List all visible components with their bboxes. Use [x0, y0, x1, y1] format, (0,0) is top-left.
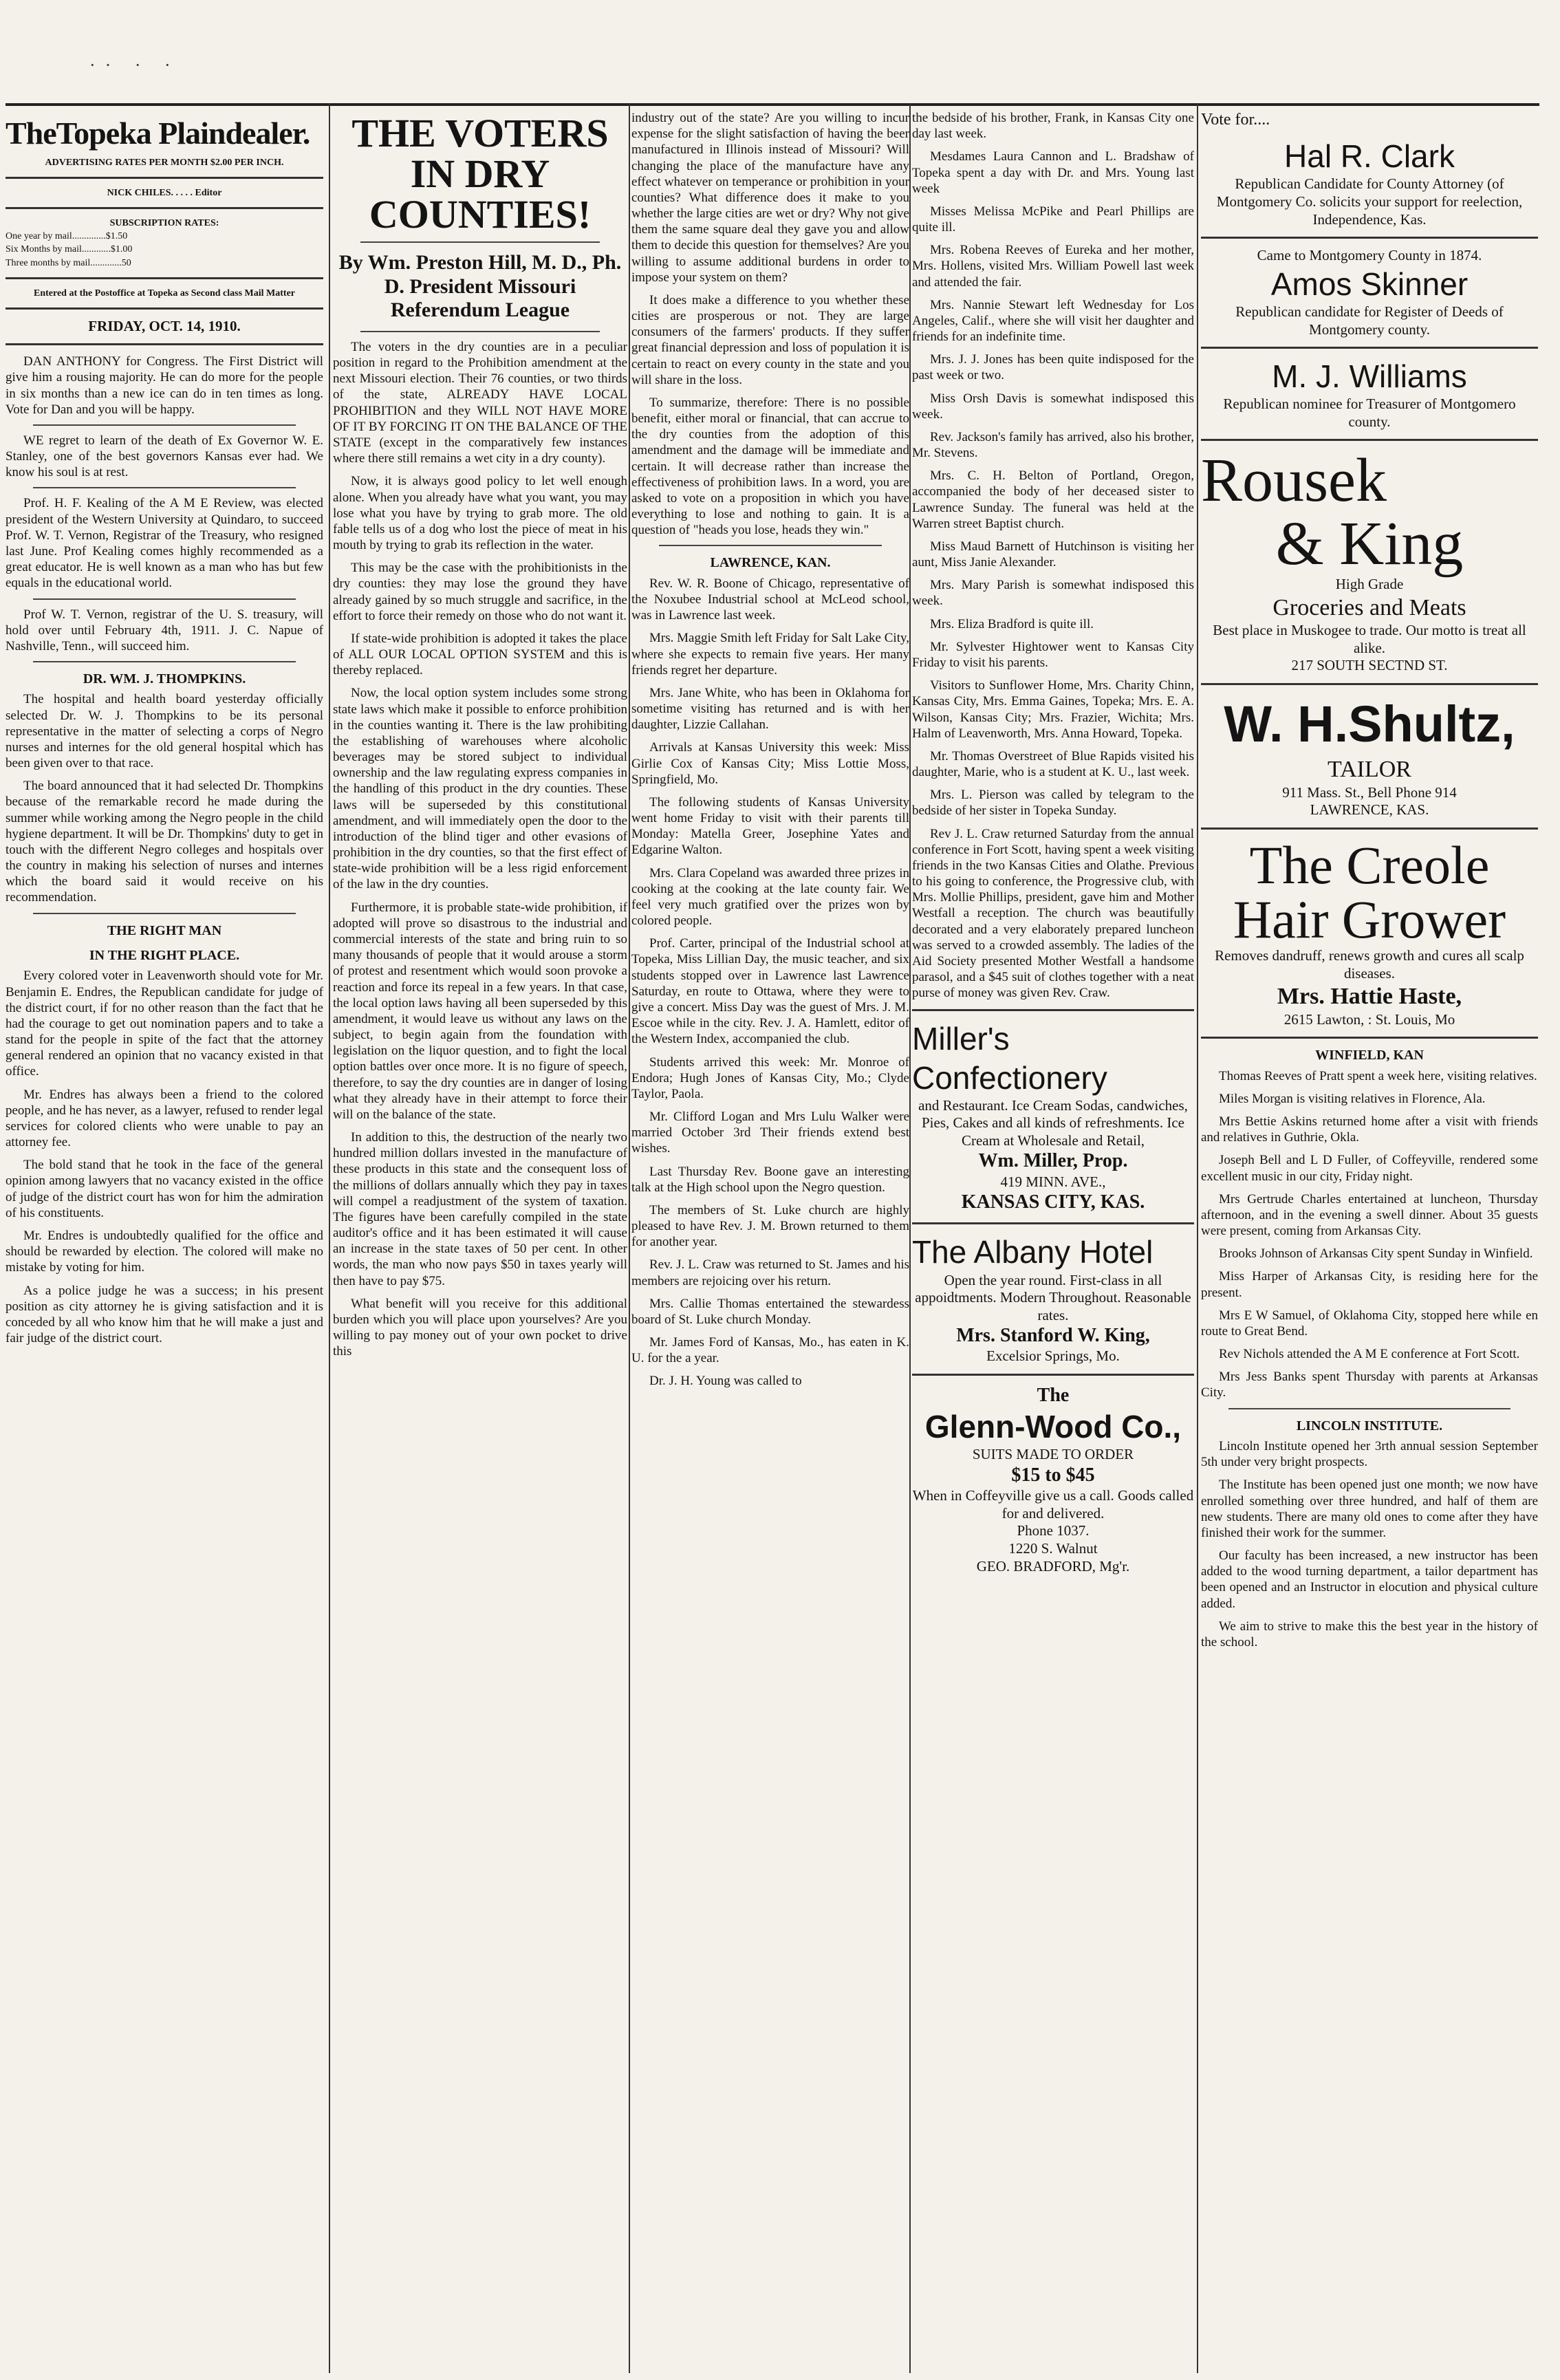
divider: [1228, 1408, 1510, 1409]
article-paragraph: What benefit will you receive for this additional burden which you will place upon yourselves? Are you willing to pay money out of your own pocket to drive this: [333, 1296, 627, 1359]
news-item: Last Thursday Rev. Boone gave an interesting talk at the High school upon the Negro question.: [631, 1164, 909, 1195]
divider: [6, 343, 323, 345]
news-item: Mrs. Eliza Bradford is quite ill.: [930, 616, 1094, 631]
divider: [6, 207, 323, 209]
article-paragraph: Mr. Endres is undoubtedly qualified for the office and should be rewarded by election. The colored will make no mistake by voting for him.: [6, 1229, 323, 1275]
article-heading: LINCOLN INSTITUTE.: [1296, 1418, 1443, 1434]
article-paragraph: Every colored voter in Leavenworth should vote for Mr. Benjamin E. Endres, the Republican candidate for judge of the district court, if for no other reason than the fact that he had the courage to get out nomination papers and to take a stand for the people in spite of the fact that the attorney general rendered an opinion that no vacancy existed in that office.: [6, 969, 323, 1079]
subscription-line: Six Months by mail............$1.00: [6, 244, 133, 255]
article-heading: WINFIELD, KAN: [1315, 1048, 1424, 1063]
ad-line: High Grade: [1335, 576, 1404, 593]
ad-title: Glenn-Wood Co.,: [924, 1409, 1182, 1445]
divider: [33, 424, 296, 426]
news-item: Mrs Gertrude Charles entertained at luncheon, Thursday afternoon, and in the evening a swell dinner. About 35 guests were present, coming from Arkansas City.: [1201, 1191, 1538, 1239]
ad-body: Republican candidate for Register of Deeds of Montgomery county.: [1235, 303, 1504, 338]
news-item: Miss Maud Barnett of Hutchinson is visiting her aunt, Miss Janie Alexander.: [912, 539, 1194, 570]
news-item: Mrs. Mary Parish is somewhat indisposed this week.: [912, 578, 1194, 609]
news-item: Mr. Clifford Logan and Mrs Lulu Walker were married October 3rd Their friends extend best wishes.: [631, 1110, 909, 1156]
ad-body: Republican Candidate for County Attorney (of Montgomery Co. solicits your support for reelection, Independence, Kas.: [1216, 175, 1523, 228]
divider: [1201, 1037, 1538, 1039]
news-item: Miss Orsh Davis is somewhat indisposed this week.: [912, 391, 1194, 422]
ad-title: M. J. Williams: [1272, 358, 1467, 395]
article-subheading: IN THE RIGHT PLACE.: [89, 948, 240, 964]
news-item: The members of St. Luke church are highly pleased to have Rev. J. M. Brown returned to them for another year.: [631, 1202, 909, 1250]
column-3: [631, 110, 909, 1396]
article-paragraph: If state-wide prohibition is adopted it takes the place of ALL OUR LOCAL OPTION SYSTEM and this is thereby replaced.: [333, 631, 627, 678]
news-item: Miss Harper of Arkansas City, is residing here for the present.: [1201, 1269, 1538, 1300]
article-paragraph: DAN ANTHONY for Congress. The First District will give him a rousing majority. He can do more for the people in six months than a new ice can do in ten times as long. Vote for Dan and you will be happy.: [6, 354, 323, 417]
ad-title: & King: [1275, 510, 1464, 578]
ad-body: and Restaurant. Ice Cream Sodas, candwiches, Pies, Cakes and all kinds of refreshments. Ice Cream at Wholesale and Retail,: [918, 1096, 1188, 1149]
article-paragraph: This may be the case with the prohibitionists in the dry counties: they may lose the ground they have already gained by so much struggle and sacrifice, in the effort to force their remedy on those who do not want it.: [333, 561, 627, 623]
subscription-heading: SUBSCRIPTION RATES:: [109, 218, 219, 229]
column-rule: [1197, 103, 1198, 2373]
ad-manager: GEO. BRADFORD, Mg'r.: [976, 1557, 1130, 1575]
news-item: Our faculty has been increased, a new instructor has been added to the wood turning department, a tailor department has been opened and an Instructor in elocution and physical culture added.: [1201, 1548, 1538, 1611]
ad-title: W. H.Shultz,: [1224, 695, 1515, 753]
news-item: Mrs. Nannie Stewart left Wednesday for Los Angeles, Calif., where she will visit her daughter and friends for an indefinite time.: [912, 297, 1194, 345]
article-paragraph: The bold stand that he took in the face of the general opinion among lawyers that no vacancy existed in the office of judge of the district court has won for him the admiration of his constituents.: [6, 1158, 323, 1220]
news-item: Rev Nichols attended the A M E conference at Fort Scott.: [1219, 1347, 1520, 1362]
ad-address: 1220 S. Walnut: [1008, 1539, 1098, 1557]
ad-title: The Creole: [1249, 834, 1490, 895]
ad-address: 419 MINN. AVE.,: [1000, 1173, 1106, 1190]
divider: [1201, 439, 1538, 441]
ad-title: The Albany Hotel: [912, 1234, 1153, 1270]
subscription-line: One year by mail..............$1.50: [6, 231, 128, 242]
glenn-wood-ad: [912, 1384, 1194, 1575]
ad-line: SUITS MADE TO ORDER: [972, 1446, 1134, 1463]
news-item: Prof. Carter, principal of the Industrial school at Topeka, Miss Lillian Day, the music teacher, and six students stopped over in Lawrence last Lawrence Saturday, en route to Ottawa, where they were to give a concert. Miss Day was the guest of Mrs. J. M. Escoe while in the city. Rev. J. A. Hamlett, editor of the Western Index, accompanied the club.: [631, 936, 909, 1047]
news-item: Miles Morgan is visiting relatives in Florence, Ala.: [1219, 1091, 1486, 1106]
ad-address: 911 Mass. St., Bell Phone 914: [1282, 783, 1457, 801]
divider: [6, 277, 323, 279]
column-5: [1201, 110, 1538, 1657]
ad-proprietor: Mrs. Stanford W. King,: [956, 1325, 1150, 1347]
divider: [33, 487, 296, 488]
news-item: Rev J. L. Craw returned Saturday from the annual conference in Fort Scott, having spent a week visiting friends in the two Kansas Cities and Olathe. Previous to his going to conference, the Progressive club, with Mrs. Mollie Phillips, president, gave him and Mother Westfall a reception. The church was beautifully decorated and a very elaborately prepared luncheon was served to a crowded assembly. The ladies of the Aid Society presented Mother Westfall a handsome parasol, and a $45 suit of clothes together with a neat purse of money was given Rev. Craw.: [912, 826, 1194, 1001]
news-item: Mrs. Robena Reeves of Eureka and her mother, Mrs. Hollens, visited Mrs. William Powell last week and attended the fair.: [912, 243, 1194, 290]
ad-body: Open the year round. First-class in all appoidtments. Modern Throughout. Reasonable rates.: [915, 1271, 1191, 1323]
article-paragraph: As a police judge he was a success; in his present position as city attorney he is giving satisfaction and it is conceded by all who know him that he will make a just and fair judge of the district court.: [6, 1283, 323, 1346]
news-item: Mrs. J. J. Jones has been quite indisposed for the past week or two.: [912, 352, 1194, 383]
news-item: Mrs. Callie Thomas entertained the stewardess board of St. Luke church Monday.: [631, 1296, 909, 1327]
divider: [659, 545, 882, 546]
divider: [912, 1009, 1194, 1011]
top-rule: [6, 103, 1539, 106]
column-4: [912, 110, 1194, 1582]
article-paragraph: The hospital and health board yesterday officially selected Dr. W. J. Thompkins to be its personal representative in the matter of selecting a corps of Negro nurses and internes for the old general hospital which has been given over to that race.: [6, 692, 323, 771]
news-item: Mesdames Laura Cannon and L. Bradshaw of Topeka spent a day with Dr. and Mrs. Young last week: [912, 149, 1194, 196]
ad-location: Excelsior Springs, Mo.: [986, 1348, 1120, 1365]
news-item: Mrs. Clara Copeland was awarded three prizes in cooking at the cooking at the late county fair. We feel very much gratified over the prizes won by colored people.: [631, 865, 909, 929]
article-paragraph: Now, the local option system includes some strong state laws which make it possible to enforce prohibition in the counties wanting it. There is the law prohibiting the establishing of warehouses where alcoholic beverages may be stored subject to individual ownership and the law regulating express companies in the handling of this product in the dry counties. These laws will be superseded by this constitutional amendment, and will immediately open the door to the introduction of the blind tiger and other evasions of prohibition in the dry counties, so that the first effect of state-wide prohibition will be a less rigid enforcement of the law in the dry counties.: [333, 686, 627, 892]
ad-city: LAWRENCE, KAS.: [1310, 801, 1429, 819]
divider: [6, 307, 323, 310]
news-item: the bedside of his brother, Frank, in Kansas City one day last week.: [912, 111, 1194, 142]
column-2: [333, 110, 627, 1366]
news-item: Rev. W. R. Boone of Chicago, representative of the Noxubee Industrial school at McLeod school, was in Lawrence last week.: [631, 576, 909, 623]
article-paragraph: Prof W. T. Vernon, registrar of the U. S. treasury, will hold over until February 4th, 1911. J. C. Napue of Nashville, Tenn., will succeed him.: [6, 607, 323, 653]
article-paragraph: industry out of the state? Are you willing to incur expense for the slight satisfaction of having the beer manufactured in Illinois instead of Missouri? Will changing the place of the manufacture have any effect whatever on temperance or prohibition in your counties? What difference does it make to you whether the large cities are wet or dry? Why not give them the same square deal they gave you and allow them to decide this question for themselves? Are you willing to assume additional burdens in order to impose your system on them?: [631, 111, 909, 285]
news-item: The following students of Kansas University went home Friday to visit with their parents till Monday: Matella Greer, Josephine Yates and Edgarine Walton.: [631, 794, 909, 858]
column-1: [6, 110, 323, 1353]
article-paragraph: To summarize, therefore: There is no possible benefit, either moral or financial, that can accrue to the dry counties from the adoption of this amendment and the damage will be immediate and certain. It will decrease rather than increase the effectiveness of prohibition laws. In a word, you are asked to vote on a proposition in which you have everything to lose and nothing to gain. It is a question of "heads you lose, heads they win.": [631, 395, 909, 538]
divider: [1201, 237, 1538, 239]
news-item: Students arrived this week: Mr. Monroe of Endora; Hugh Jones of Kansas City, Mo.; Clyde Taylor, Paola.: [631, 1054, 909, 1101]
article-paragraph: In addition to this, the destruction of the nearly two hundred million dollars invested in the manufacture of these products in this state and the consequent loss of the millions of dollars annually which they pay in taxes will compel a readjustment of the system of taxation. The figures have been carefully compiled in the state auditor's office and it has been estimated it will cause an increase in the state taxes of 50 per cent. In other words, the man who now pays $50 in taxes yearly will then have to pay $75.: [333, 1130, 627, 1288]
shultz-ad: [1201, 693, 1538, 819]
news-item: Mrs Bettie Askins returned home after a visit with friends and relatives in Guthrie, Okla.: [1201, 1114, 1538, 1145]
ad-body: Removes dandruff, renews growth and cures all scalp diseases.: [1215, 947, 1524, 982]
miller-confectionery-ad: [912, 1019, 1194, 1214]
ad-body: Best place in Muskogee to trade. Our motto is treat all alike.: [1213, 622, 1526, 656]
ad-phone: Phone 1037.: [1017, 1522, 1090, 1539]
ad-title: Hair Grower: [1233, 889, 1506, 950]
creole-ad: [1201, 834, 1538, 1028]
ad-address: 2615 Lawton, : St. Louis, Mo: [1283, 1010, 1455, 1028]
williams-ad: [1201, 357, 1538, 431]
divider: [360, 331, 600, 332]
ad-price: $15 to $45: [1011, 1464, 1095, 1486]
news-item: Mrs E W Samuel, of Oklahoma City, stopped here while en route to Great Bend.: [1201, 1308, 1538, 1339]
column-rule: [909, 103, 911, 2373]
clark-ad: [1201, 137, 1538, 228]
news-item: Lincoln Institute opened her 3rth annual session September 5th under very bright prospects.: [1201, 1439, 1538, 1470]
ad-body: Republican nominee for Treasurer of Montgomero county.: [1223, 396, 1516, 430]
article-paragraph: It does make a difference to you whether these cities are prosperous or not. They are large consumers of the farmers' products. If they suffer great financial depression and loss of population it is certain to react on every county in the state and you will share in the loss.: [631, 292, 909, 387]
article-paragraph: Now, it is always good policy to let well enough alone. When you already have what you want, you may lose what you have by trying to grab more. The old fable tells us of a dog who lost the piece of meat in his mouth by trying to grab its reflection in the water.: [333, 474, 627, 553]
news-item: Thomas Reeves of Pratt spent a week here, visiting relatives.: [1219, 1068, 1537, 1083]
news-item: Joseph Bell and L D Fuller, of Coffeyville, rendered some excellent music in our city, Friday night.: [1201, 1153, 1538, 1184]
column-rule: [629, 103, 630, 2373]
ad-title: Hal R. Clark: [1284, 138, 1455, 175]
article-heading: THE RIGHT MAN: [107, 922, 222, 938]
ad-name: Mrs. Hattie Haste,: [1277, 984, 1462, 1010]
news-item: Mr. Thomas Overstreet of Blue Rapids visited his daughter, Marie, who is a student at K. U., last week.: [912, 748, 1194, 780]
news-item: Misses Melissa McPike and Pearl Phillips are quite ill.: [912, 204, 1194, 235]
divider: [1201, 683, 1538, 685]
column-rule: [329, 103, 330, 2373]
ad-rates: ADVERTISING RATES PER MONTH $2.00 PER INCH.: [45, 158, 284, 169]
news-item: Rev. Jackson's family has arrived, also his brother, Mr. Stevens.: [912, 429, 1194, 461]
news-item: The Institute has been opened just one month; we now have enrolled something over three hundred, and half of them are new students. There are many old ones to come after they have finished their work for the summer.: [1201, 1478, 1538, 1540]
divider: [912, 1374, 1194, 1376]
byline: By Wm. Preston Hill, M. D., Ph. D. President Missouri Referendum League: [338, 251, 622, 322]
postoffice-notice: Entered at the Postoffice at Topeka as Second class Mail Matter: [33, 288, 296, 299]
news-item: Mr. James Ford of Kansas, Mo., has eaten in K. U. for the a year.: [631, 1335, 909, 1366]
albany-hotel-ad: [912, 1233, 1194, 1365]
editor-line: NICK CHILES. . . . . Editor: [107, 188, 222, 199]
news-item: Mrs Jess Banks spent Thursday with parents at Arkansas City.: [1201, 1370, 1538, 1400]
masthead-title: TheTopeka Plaindealer.: [6, 116, 310, 151]
article-paragraph: The board announced that it had selected Dr. Thompkins because of the remarkable record he made during the summer while working among the Negro people in the child hygiene department. It will be Dr. Thompkins' duty to get in touch with the different Negro colleges and hospitals over the country in making his selection of nurses and internes which the board said it would receive on his recommendation.: [6, 779, 323, 905]
ad-body: When in Coffeyville give us a call. Goods called for and delivered.: [912, 1487, 1194, 1522]
ad-title: Miller's Confectionery: [912, 1021, 1107, 1096]
article-heading: DR. WM. J. THOMPKINS.: [83, 671, 246, 687]
skinner-ad: [1201, 247, 1538, 338]
ad-trade: TAILOR: [1328, 757, 1411, 783]
news-item: Dr. J. H. Young was called to: [649, 1374, 802, 1389]
top-marks: ·· · ·: [89, 55, 180, 75]
article-paragraph: WE regret to learn of the death of Ex Governor W. E. Stanley, one of the best governors Kansas ever had. We know his soul is at rest.: [6, 433, 323, 480]
subscription-line: Three months by mail.............50: [6, 257, 131, 268]
news-item: Brooks Johnson of Arkansas City spent Sunday in Winfield.: [1219, 1246, 1533, 1262]
news-item: We aim to strive to make this the best year in the history of the school.: [1201, 1619, 1538, 1649]
divider: [1201, 347, 1538, 349]
article-paragraph: Furthermore, it is probable state-wide prohibition, if adopted will prove so disastrous to the industrial and commercial interests of the state and bring ruin to so many thousands of people that it would arouse a storm of protest and resentment which would soon provoke a reaction and force its repeal in a few years. In that case, the local option laws having all been superseded by this amendment, it would leave us without any laws on the subject, to begin again from the foundation with legislation on the liquor question, and to fight the local option battles over once more. It is no figure of speech, therefore, to say the dry counties are in danger of losing what they already have in their attempt to force their will on the balance of the state.: [333, 900, 627, 1122]
news-item: Rev. J. L. Craw was returned to St. James and his members are rejoicing over his return.: [631, 1257, 909, 1288]
ad-goods: Groceries and Meats: [1272, 594, 1466, 620]
divider: [912, 1222, 1194, 1224]
ad-line: Came to Montgomery County in 1874.: [1257, 247, 1482, 264]
news-item: Mrs. L. Pierson was called by telegram to the bedside of her sister in Topeka Sunday.: [912, 788, 1194, 819]
news-item: Mrs. Maggie Smith left Friday for Salt Lake City, where she expects to remain five years. Her many friends regret her departure.: [631, 631, 909, 678]
article-paragraph: Prof. H. F. Kealing of the A M E Review, was elected president of the Western University at Quindaro, to succeed Prof. W. T. Vernon, Registrar of the Treasury, who resigned last June. Prof Kealing comes highly recommended as a great educator. He is well known as a man who has but few equals in the educational world.: [6, 496, 323, 591]
article-paragraph: Mr. Endres has always been a friend to the colored people, and he has never, as a lawyer, refused to render legal services for colored clients who were unable to pay an attorney fee.: [6, 1087, 323, 1150]
ad-address: 217 SOUTH SECTND ST.: [1291, 657, 1448, 674]
news-item: Mrs. Jane White, who has been in Oklahoma for sometime visiting has returned and is with her daughter, Lizzie Callahan.: [631, 685, 909, 733]
article-paragraph: The voters in the dry counties are in a peculiar position in regard to the Prohibition amendment at the next Missouri election. Their 76 counties, or two thirds of the state, ALREADY HAVE LOCAL PROHIBITION and they WILL NOT HAVE MORE OF IT BY FORCING IT ON THE BALANCE OF THE STATE (except in the comparatively few instances where there still remains a wet city in a dry county).: [333, 339, 627, 466]
vote-for: Vote for....: [1201, 111, 1270, 129]
divider: [33, 598, 296, 600]
ad-city: KANSAS CITY, KAS.: [961, 1191, 1145, 1213]
news-item: Visitors to Sunflower Home, Mrs. Charity Chinn, Kansas City, Mrs. Emma Gaines, Topeka; Mrs. E. A. Wilson, Kansas City; Mrs. Frazier, Wichita; Mrs. Halm of Leavenworth, Mrs. Anna Howard, Topeka.: [912, 678, 1194, 741]
ad-article: The: [1037, 1385, 1070, 1407]
news-item: Mr. Sylvester Hightower went to Kansas City Friday to visit his parents.: [912, 639, 1194, 670]
news-item: Mrs. C. H. Belton of Portland, Oregon, accompanied the body of her deceased sister to Lawrence Sunday. The funeral was held at the Warren street Baptist church.: [912, 468, 1194, 531]
article-heading: LAWRENCE, KAN.: [710, 555, 831, 571]
ad-title: Rousek: [1201, 446, 1387, 515]
divider: [33, 913, 296, 914]
news-item: Arrivals at Kansas University this week: Miss Girlie Cox of Kansas City; Miss Lottie Moss, Springfield, Mo.: [631, 740, 909, 787]
divider: [360, 241, 600, 243]
issue-date: FRIDAY, OCT. 14, 1910.: [88, 317, 241, 334]
divider: [1201, 827, 1538, 830]
headline: THE VOTERS IN DRY COUNTIES!: [351, 111, 609, 237]
divider: [33, 661, 296, 662]
ad-title: Amos Skinner: [1270, 266, 1469, 302]
divider: [6, 177, 323, 179]
ad-proprietor: Wm. Miller, Prop.: [978, 1150, 1128, 1172]
rousek-king-ad: [1201, 446, 1538, 675]
